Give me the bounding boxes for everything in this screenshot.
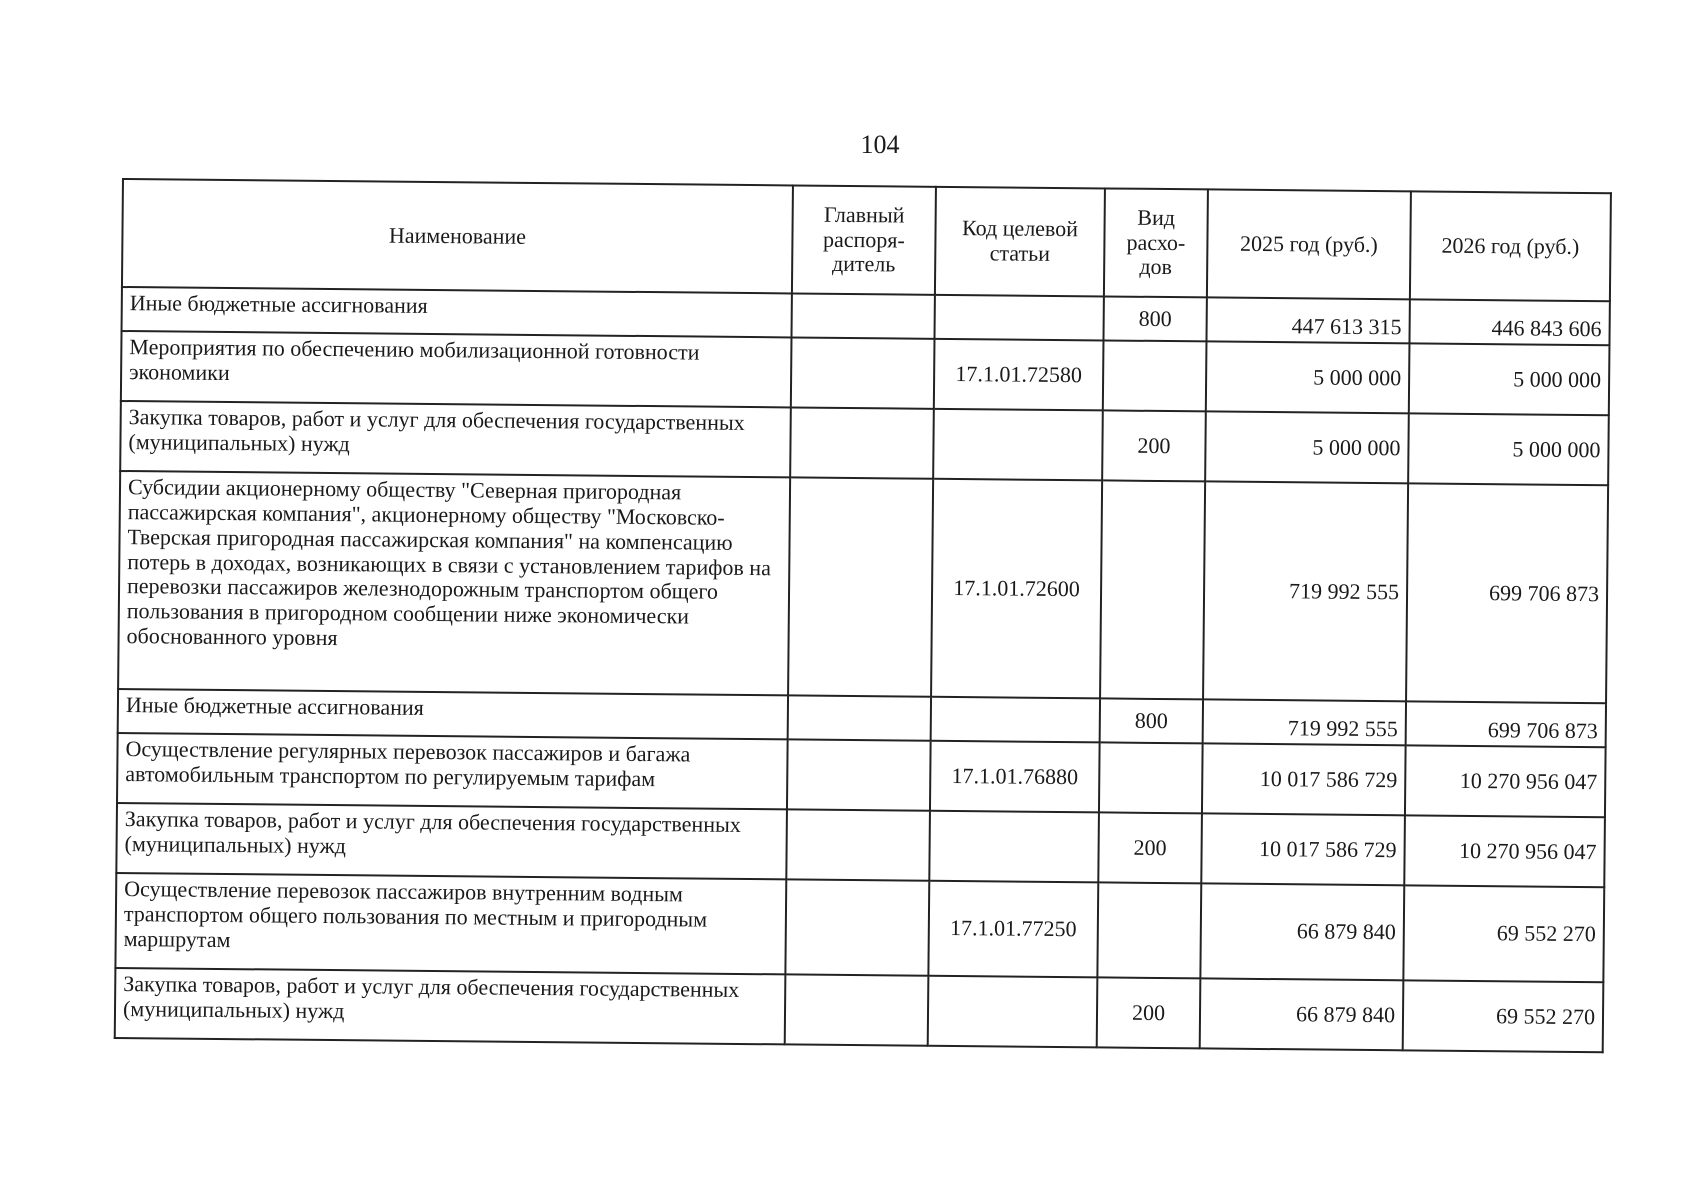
header-target-code: Код целевой статьи bbox=[935, 187, 1105, 297]
table-header-row bbox=[122, 179, 1611, 301]
row-code: 17.1.01.72580 bbox=[934, 339, 1104, 411]
row-code: 17.1.01.76880 bbox=[930, 741, 1100, 813]
row-manager bbox=[788, 477, 933, 696]
row-amount-2026: 699 706 873 bbox=[1406, 701, 1606, 747]
row-manager bbox=[786, 809, 930, 880]
row-kind: 200 bbox=[1102, 410, 1206, 481]
row-code bbox=[929, 811, 1099, 883]
row-code bbox=[931, 697, 1100, 743]
row-manager bbox=[790, 407, 934, 478]
row-amount-2025: 66 879 840 bbox=[1200, 978, 1404, 1050]
row-manager bbox=[785, 879, 929, 975]
row-amount-2026: 69 552 270 bbox=[1403, 885, 1604, 982]
row-amount-2026: 10 270 956 047 bbox=[1405, 745, 1606, 817]
row-code bbox=[928, 976, 1098, 1048]
row-amount-2025: 10 017 586 729 bbox=[1201, 813, 1405, 885]
row-name: Закупка товаров, работ и услуг для обеспечения государственных (муниципальных) нужд bbox=[115, 968, 786, 1044]
table-row bbox=[118, 471, 1608, 703]
row-kind: 200 bbox=[1097, 977, 1201, 1048]
row-code: 17.1.01.77250 bbox=[928, 881, 1098, 978]
row-code bbox=[934, 295, 1103, 341]
row-manager bbox=[791, 337, 935, 408]
page-number: 104 bbox=[860, 130, 900, 159]
row-amount-2025: 447 613 315 bbox=[1206, 297, 1409, 343]
table-row bbox=[115, 968, 1604, 1052]
row-amount-2026: 5 000 000 bbox=[1408, 413, 1609, 485]
row-manager bbox=[785, 974, 929, 1045]
budget-table-wrapper bbox=[114, 178, 1612, 1053]
header-name: Наименование bbox=[122, 179, 793, 293]
row-name: Иные бюджетные ассигнования bbox=[122, 287, 792, 337]
row-name: Иные бюджетные ассигнования bbox=[118, 689, 788, 739]
row-amount-2026: 699 706 873 bbox=[1406, 483, 1608, 703]
row-amount-2026: 10 270 956 047 bbox=[1404, 815, 1605, 887]
row-kind: 200 bbox=[1098, 812, 1202, 883]
row-kind bbox=[1099, 742, 1203, 813]
row-amount-2025: 719 992 555 bbox=[1203, 481, 1408, 701]
row-code: 17.1.01.72600 bbox=[931, 479, 1102, 699]
budget-table bbox=[114, 178, 1612, 1053]
row-amount-2026: 69 552 270 bbox=[1403, 980, 1604, 1052]
row-amount-2026: 5 000 000 bbox=[1409, 343, 1610, 415]
row-name: Осуществление перевозок пассажиров внутренним водным транспортом общего пользования по местным и пригородным маршрутам bbox=[115, 873, 786, 974]
row-name: Закупка товаров, работ и услуг для обеспечения государственных (муниципальных) нужд bbox=[120, 401, 791, 477]
row-manager bbox=[792, 293, 935, 338]
row-amount-2026: 446 843 606 bbox=[1409, 299, 1609, 345]
row-name: Мероприятия по обеспечению мобилизационной готовности экономики bbox=[121, 331, 792, 407]
row-kind bbox=[1103, 340, 1207, 411]
row-amount-2025: 66 879 840 bbox=[1200, 883, 1404, 980]
row-amount-2025: 10 017 586 729 bbox=[1202, 743, 1406, 815]
row-manager bbox=[787, 739, 931, 810]
header-main-manager: Главный распоря-дитель bbox=[792, 185, 936, 294]
row-amount-2025: 5 000 000 bbox=[1205, 411, 1409, 483]
row-amount-2025: 719 992 555 bbox=[1203, 699, 1406, 745]
row-kind bbox=[1100, 480, 1205, 699]
header-expense-type: Вид расхо-дов bbox=[1104, 188, 1208, 297]
row-name: Осуществление регулярных перевозок пассажиров и багажа автомобильным транспортом по регулируемым тарифам bbox=[117, 733, 788, 809]
row-name: Субсидии акционерному обществу "Северная пригородная пассажирская компания", акционерному обществу "Московско-Тверская пригородная пассажирская компания" на компенсацию потерь в доходах, возникающих в связи с установлением тарифов на перевозки пассажиров железнодорожным транспортом общего пользования в пригородном сообщении ниже экономически обоснованного уровня bbox=[118, 471, 790, 695]
row-kind: 800 bbox=[1100, 698, 1203, 743]
row-kind bbox=[1097, 882, 1201, 978]
table-row bbox=[115, 873, 1604, 982]
row-manager bbox=[788, 695, 931, 740]
header-year-2026: 2026 год (руб.) bbox=[1410, 191, 1611, 301]
row-kind: 800 bbox=[1103, 296, 1206, 341]
row-amount-2025: 5 000 000 bbox=[1206, 341, 1410, 413]
row-code bbox=[933, 409, 1103, 481]
row-name: Закупка товаров, работ и услуг для обеспечения государственных (муниципальных) нужд bbox=[116, 803, 787, 879]
header-year-2025: 2025 год (руб.) bbox=[1207, 189, 1411, 299]
